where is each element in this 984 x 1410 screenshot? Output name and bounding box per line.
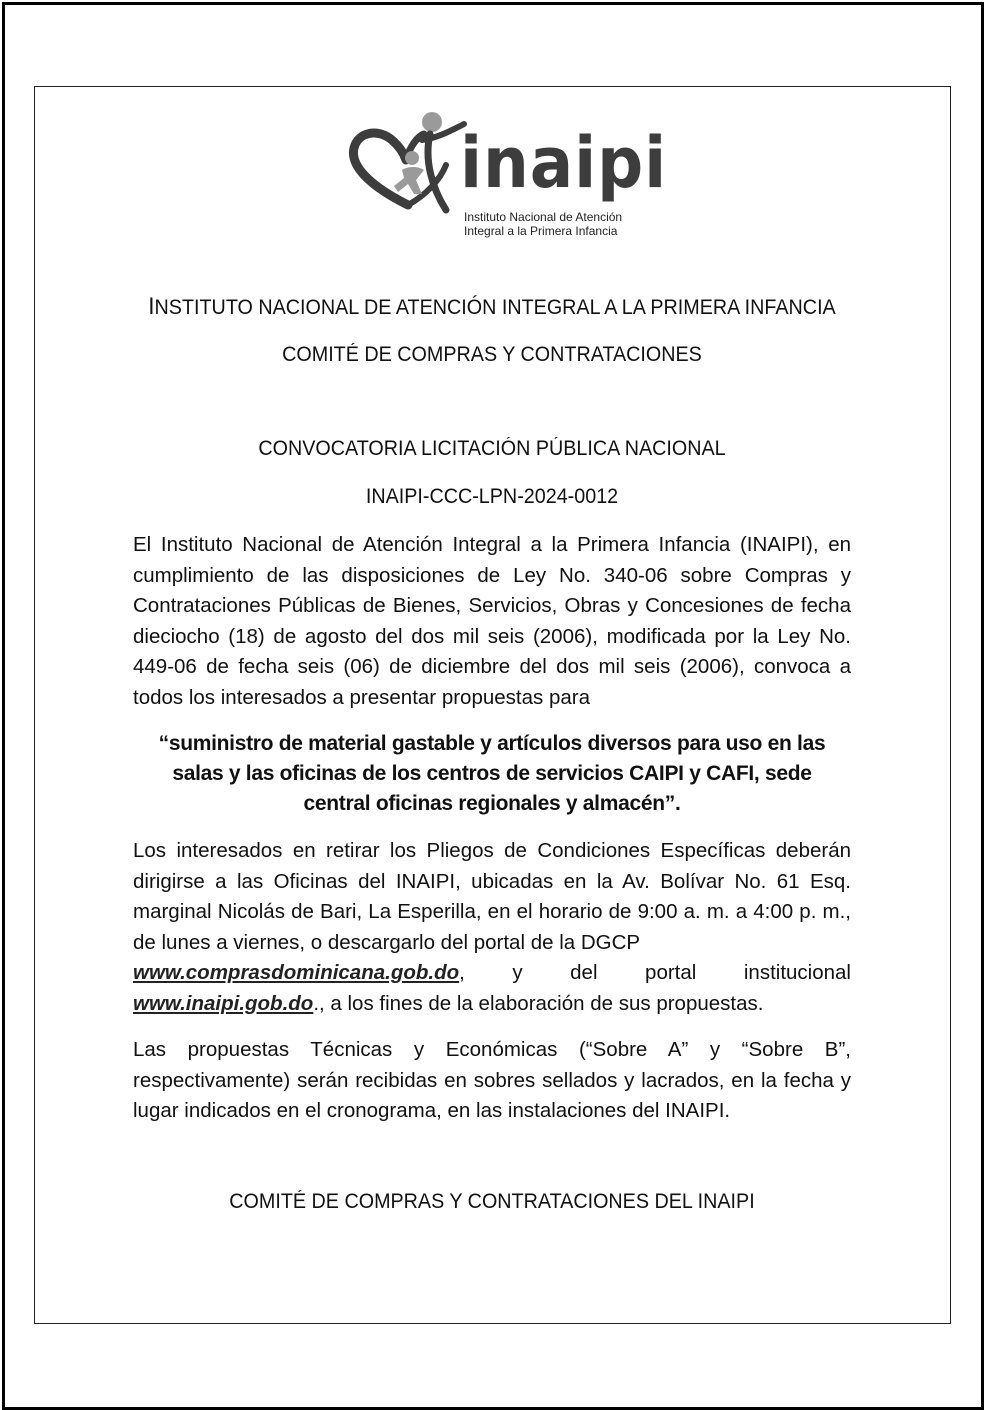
institution-heading bbox=[30, 293, 955, 321]
logo-tagline-line1: Instituto Nacional de Atención bbox=[464, 210, 623, 224]
proposals-paragraph: Las propuestas Técnicas y Económicas (“Sobre A” y “Sobre B”, respectivamente) serán recibidas en sobres sellados y lacrados, en la fecha y lugar indicados en el cronograma, en las instalaciones del INAIPI. bbox=[133, 1038, 851, 1122]
link-comma: , bbox=[459, 961, 465, 984]
institution-name-rest: NSTITUTO NACIONAL DE ATENCIÓN INTEGRAL A LA PRIMERA INFANCIA bbox=[154, 296, 836, 319]
compras-dominicana-link[interactable]: www.comprasdominicana.gob.do bbox=[133, 961, 460, 984]
heart-with-child-icon bbox=[348, 110, 468, 220]
notice-code: INAIPI-CCC-LPN-2024-0012 bbox=[365, 485, 619, 508]
retrieval-paragraph bbox=[133, 836, 851, 1019]
intro-paragraph: El Instituto Nacional de Atención Integral a la Primera Infancia (INAIPI), en cumplimiento de las disposiciones de Ley No. 340-06 sobre Compras y Contrataciones Públicas de Bienes, Servicios, Obras y Concesiones de fecha dieciocho (18) de agosto del dos mil seis (2006), modificada por la Ley No. 449-06 de fecha seis (06) de diciembre del dos mil seis (2006), convoca a todos los interesados a presentar propuestas para bbox=[133, 533, 851, 709]
inaipi-website-link[interactable]: www.inaipi.gob.do bbox=[133, 991, 314, 1015]
word-institucional: institucional bbox=[743, 961, 851, 984]
logo-tagline bbox=[464, 210, 644, 238]
word-y: y bbox=[512, 961, 523, 984]
procurement-object-quote: “suministro de material gastable y artículos diversos para uso en las salas y las oficinas de los centros de servicios CAIPI y CAFI, sede central oficinas regionales y almacén”. bbox=[158, 732, 826, 815]
word-del: del bbox=[570, 961, 598, 984]
retrieval-text: Los interesados en retirar los Pliegos de Condiciones Específicas deberán dirigirse a las Oficinas del INAIPI, ubicadas en la Av. Bolívar No. 61 Esq. marginal Nicolás de Bari, La Esperilla, en el horario de 9:00 a. m. a 4:00 p. m., de lunes a viernes, o descargarlo del portal de la DGCP bbox=[133, 839, 851, 954]
links-line bbox=[133, 958, 851, 989]
inaipi-link-line bbox=[133, 989, 851, 1020]
notice-title: CONVOCATORIA LICITACIÓN PÚBLICA NACIONAL bbox=[258, 437, 726, 460]
signature-committee: COMITÉ DE COMPRAS Y CONTRATACIONES DEL INAIPI bbox=[229, 1190, 755, 1213]
committee-heading: COMITÉ DE COMPRAS Y CONTRATACIONES bbox=[282, 343, 702, 366]
institution-initial: I bbox=[148, 293, 155, 320]
word-portal: portal bbox=[645, 961, 697, 984]
inaipi-logo bbox=[348, 110, 668, 240]
retrieval-closing: ., a los fines de la elaboración de sus propuestas. bbox=[313, 991, 764, 1015]
logo-tagline-line2: Integral a la Primera Infancia bbox=[464, 224, 618, 238]
logo-wordmark: inaipi bbox=[460, 122, 668, 204]
